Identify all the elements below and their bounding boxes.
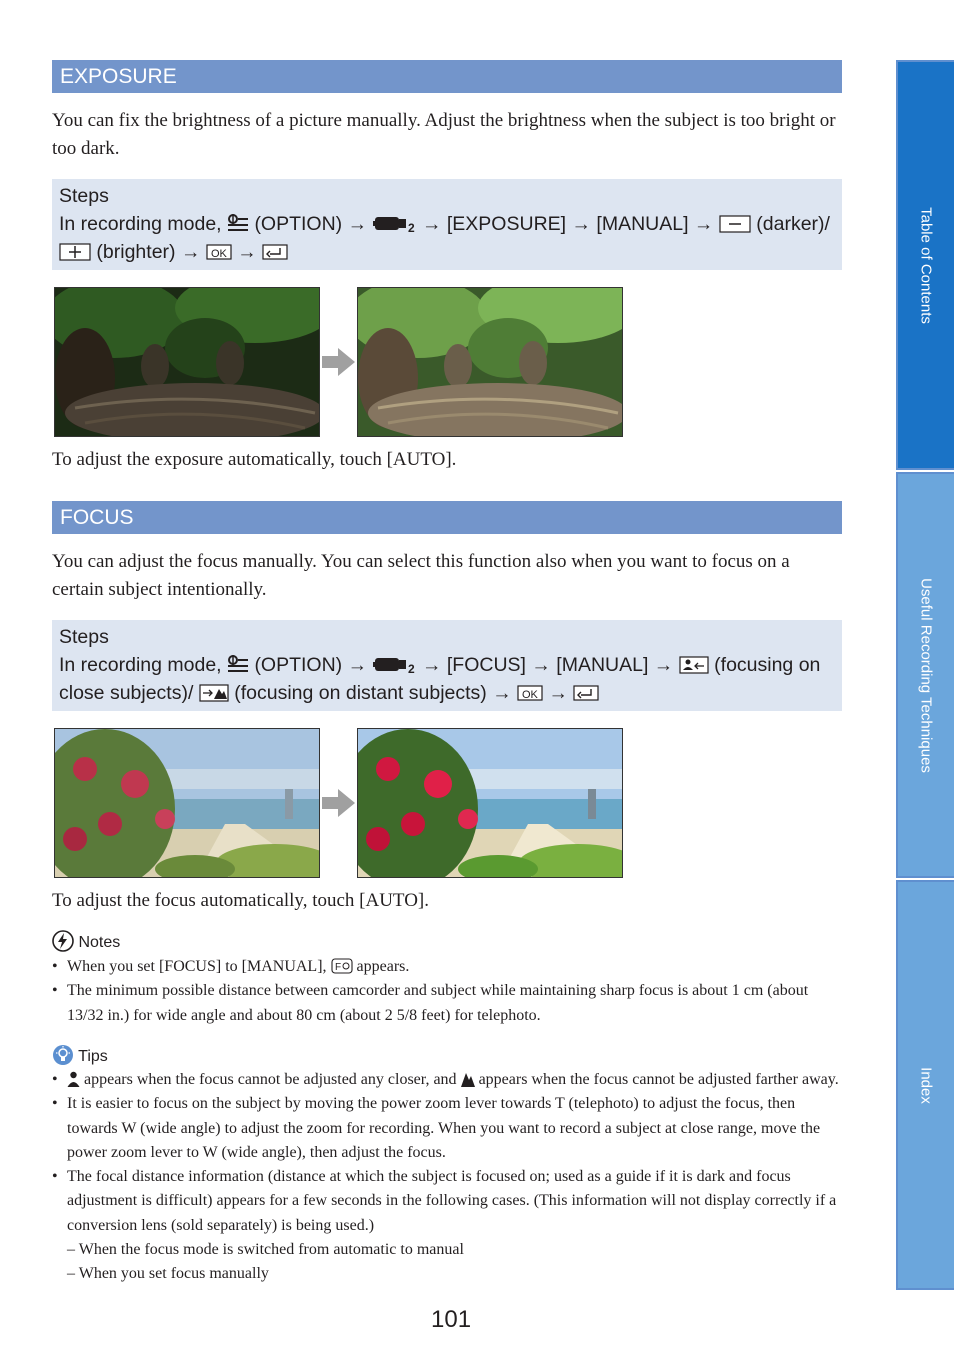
person-icon [67,1071,80,1087]
tab-index[interactable] [896,880,954,1290]
list-item: • The minimum possible distance between camcorder and subject while maintaining sharp focus is about 1 cm (about 13/32 in.) for wide angle and about 80 cm (about 2 5/8 feet) for telephoto. [52,982,809,1024]
exposure-steps-box [52,179,842,270]
exposure-auto-text: To adjust the exposure automatically, touch [AUTO]. [52,449,457,470]
exposure-steps-seg4: (darker)/ [756,213,830,235]
tips-heading-text: Tips [78,1048,108,1065]
notes-icon [52,930,74,952]
option-icon [227,213,249,233]
exposure-steps-seg2: (OPTION) → [254,213,368,235]
exposure-before-image [54,287,320,437]
focus-steps-seg2: (OPTION) → [254,654,368,676]
tips-item1-a: appears when the focus cannot be adjusted any closer, and [84,1071,457,1088]
far-focus-icon [199,684,229,702]
focus-steps-seg3: → [FOCUS] → [MANUAL] → [421,654,674,676]
camera-page2-icon [373,654,417,674]
focus-steps-text: In recording mode, (OPTION) → 2 → [FOCUS] → [MANUAL] → (focusing on close subjects)/ (focusing on distant subjects) → OK → [59,654,821,704]
notes-item1-b: appears. [356,958,410,975]
exposure-steps-seg1: In recording mode, [59,213,222,235]
focus-steps-seg1: In recording mode, [59,654,222,676]
svg-text:2: 2 [407,221,415,233]
focus-steps-box [52,620,842,711]
tab-table-of-contents-label: Table of Contents [917,207,935,324]
tab-table-of-contents[interactable] [896,60,954,470]
ok-icon [206,243,232,261]
exposure-steps-seg5: (brighter) → [96,241,201,263]
tab-useful-recording-techniques[interactable] [896,472,954,878]
tips-icon [52,1044,74,1066]
tab-useful-recording-label: Useful Recording Techniques [917,578,935,773]
list-item: • appears when the focus cannot be adjusted any closer, and appears when the focus cannot be adjusted farther away. [52,1071,839,1088]
tips-item2: It is easier to focus on the subject by moving the power zoom lever towards T (telephoto) to adjust the focus, then towards W (wide angle) to adjust the zoom for recording. When you want to record a subject at close range, move the power zoom lever to W (wide angle), then adjust the focus. [67,1095,821,1161]
tips-heading [52,1044,108,1068]
focus-arrow-icon [322,787,356,819]
tips-sub1: – When the focus mode is switched from automatic to manual [67,1241,464,1259]
focus-after-image [357,728,623,878]
tips-item1-b: appears when the focus cannot be adjusted farther away. [478,1071,839,1088]
notes-heading [52,930,120,954]
close-focus-icon [679,656,709,674]
focus-steps-seg4: (focusing on close subjects)/ [59,654,821,704]
tips-item3: The focal distance information (distance at which the subject is focused on; used as a guide if it is dark and focus adjustment is difficult) appears for a few seconds in the following cases. (This information will not display correctly if a conversion lens (sold separately) is being used.) [67,1168,837,1234]
notes-item2: The minimum possible distance between camcorder and subject while maintaining sharp focus is about 1 cm (about 13/32 in.) for wide angle and about 80 cm (about 2 5/8 feet) for telephoto. [67,982,809,1024]
plus-icon [59,243,91,261]
ok-icon [517,684,543,702]
list-item: • The focal distance information (distance at which the subject is focused on; used as a guide if it is dark and focus adjustment is difficult) appears for a few seconds in the following cases. (This information will not display correctly if a conversion lens (sold separately) is being used.) – When the focus mode is switched from automatic to manual – When you set focus manually [52,1165,844,1286]
tips-sub2: – When you set focus manually [67,1265,269,1283]
page-number: 101 [431,1306,472,1333]
exposure-arrow-icon [322,346,356,378]
camera-page2-icon [373,213,417,233]
exposure-steps-text: In recording mode, (OPTION) → 2 → [EXPOSURE] → [MANUAL] → (darker)/ (brighter) → OK → [59,213,830,263]
tips-list [52,1068,844,1287]
mountain-icon [461,1071,475,1087]
notes-heading-text: Notes [78,934,121,951]
notes-list [52,955,844,1028]
focus-steps-label: Steps [59,626,109,648]
exposure-steps-seg3: → [EXPOSURE] → [MANUAL] → [421,213,714,235]
manual-focus-icon [331,958,353,974]
notes-item1-a: When you set [FOCUS] to [MANUAL], [67,958,327,975]
svg-text:F: F [334,962,341,973]
exposure-heading: EXPOSURE [52,60,842,93]
svg-text:OK: OK [210,248,227,260]
svg-text:OK: OK [522,689,539,701]
option-icon [227,654,249,674]
list-item: • It is easier to focus on the subject by moving the power zoom lever towards T (telephoto) to adjust the focus, then towards W (wide angle) to adjust the zoom for recording. When you want to record a subject at close range, move the power zoom lever to W (wide angle), then adjust the focus. [52,1095,821,1161]
exposure-intro: You can fix the brightness of a picture manually. Adjust the brightness when the subject is too bright or too dark. [52,110,836,159]
minus-icon [719,215,751,233]
focus-steps-seg5: (focusing on distant subjects) → [234,682,512,704]
return-icon [262,243,288,261]
tab-index-label: Index [917,1067,935,1104]
exposure-steps-label: Steps [59,185,109,207]
svg-text:2: 2 [407,662,415,674]
list-item: • When you set [FOCUS] to [MANUAL], F appears. [52,958,410,975]
focus-intro: You can adjust the focus manually. You can select this function also when you want to focus on a certain subject intentionally. [52,551,790,600]
focus-auto-text: To adjust the focus automatically, touch [AUTO]. [52,890,429,911]
return-icon [573,684,599,702]
focus-before-image [54,728,320,878]
exposure-after-image [357,287,623,437]
focus-heading: FOCUS [52,501,842,534]
